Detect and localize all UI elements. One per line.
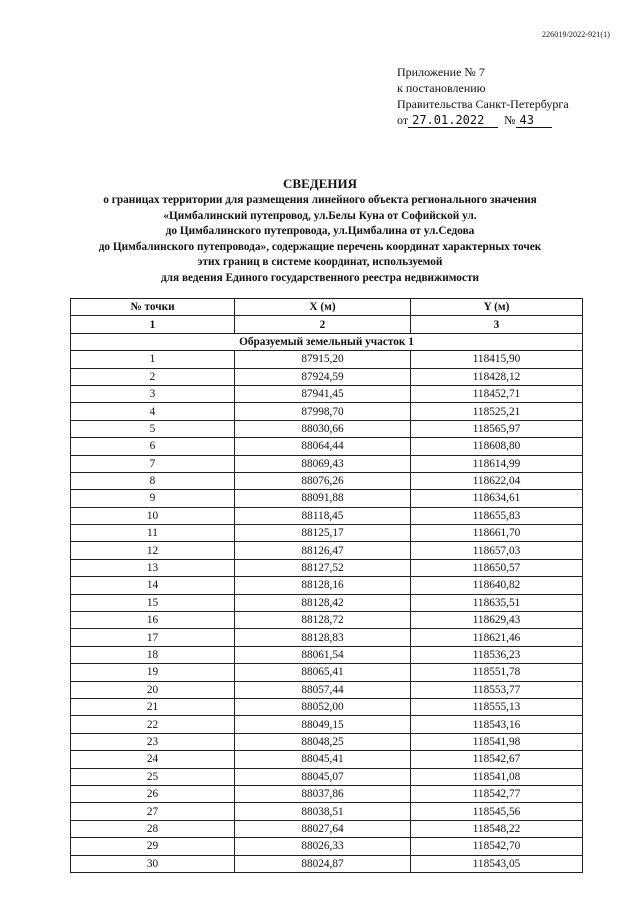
appendix-line-1: Приложение № 7	[397, 65, 485, 79]
heading-line: о границах территории для размещения линейного объекта регионального значения	[103, 194, 537, 206]
point-number-cell: 28	[71, 820, 235, 837]
table-row	[71, 525, 583, 542]
point-number-cell: 26	[71, 785, 235, 802]
x-coordinate-cell: 88128,16	[235, 577, 411, 594]
x-coordinate-cell: 88052,00	[235, 698, 411, 715]
x-coordinate-cell: 88045,07	[235, 768, 411, 785]
appendix-line-3: Правительства Санкт-Петербурга	[397, 97, 569, 111]
x-coordinate-cell: 88049,15	[235, 716, 411, 733]
header-x: X (м)	[235, 299, 411, 316]
x-coordinate-cell: 88076,26	[235, 472, 411, 489]
x-coordinate-cell: 88065,41	[235, 664, 411, 681]
y-coordinate-cell: 118661,70	[411, 525, 583, 542]
date-prefix: от	[397, 113, 409, 127]
y-coordinate-cell: 118621,46	[411, 629, 583, 646]
point-number-cell: 30	[71, 855, 235, 872]
x-coordinate-cell: 88064,44	[235, 438, 411, 455]
table-row	[71, 403, 583, 420]
table-row	[71, 751, 583, 768]
table-row	[71, 507, 583, 524]
y-coordinate-cell: 118650,57	[411, 559, 583, 576]
x-coordinate-cell: 87924,59	[235, 368, 411, 385]
x-coordinate-cell: 87915,20	[235, 351, 411, 368]
header-point-number: № точки	[71, 299, 235, 316]
x-coordinate-cell: 88048,25	[235, 733, 411, 750]
table-row	[71, 472, 583, 489]
y-coordinate-cell: 118428,12	[411, 368, 583, 385]
heading-title: СВЕДЕНИЯ	[283, 176, 357, 191]
point-number-cell: 1	[71, 351, 235, 368]
y-coordinate-cell: 118541,98	[411, 733, 583, 750]
x-coordinate-cell: 88128,83	[235, 629, 411, 646]
point-number-cell: 8	[71, 472, 235, 489]
column-number-row	[71, 316, 583, 333]
x-coordinate-cell: 88091,88	[235, 490, 411, 507]
document-heading	[0, 176, 640, 287]
point-number-cell: 14	[71, 577, 235, 594]
number-prefix: №	[504, 113, 516, 127]
point-number-cell: 13	[71, 559, 235, 576]
appendix-block	[397, 64, 597, 128]
y-coordinate-cell: 118608,80	[411, 438, 583, 455]
point-number-cell: 17	[71, 629, 235, 646]
table-row	[71, 577, 583, 594]
table-row	[71, 438, 583, 455]
point-number-cell: 2	[71, 368, 235, 385]
heading-line: для ведения Единого государственного реестра недвижимости	[160, 271, 480, 284]
table-row	[71, 716, 583, 733]
x-coordinate-cell: 88061,54	[235, 646, 411, 663]
table-row	[71, 490, 583, 507]
section-title: Образуемый земельный участок 1	[71, 333, 583, 350]
y-coordinate-cell: 118525,21	[411, 403, 583, 420]
x-coordinate-cell: 88069,43	[235, 455, 411, 472]
table-row	[71, 420, 583, 437]
y-coordinate-cell: 118629,43	[411, 612, 583, 629]
x-coordinate-cell: 88045,41	[235, 751, 411, 768]
y-coordinate-cell: 118415,90	[411, 351, 583, 368]
y-coordinate-cell: 118548,22	[411, 820, 583, 837]
point-number-cell: 23	[71, 733, 235, 750]
table-row	[71, 664, 583, 681]
x-coordinate-cell: 88126,47	[235, 542, 411, 559]
table-row	[71, 820, 583, 837]
x-coordinate-cell: 88057,44	[235, 681, 411, 698]
x-coordinate-cell: 88037,86	[235, 785, 411, 802]
point-number-cell: 7	[71, 455, 235, 472]
y-coordinate-cell: 118555,13	[411, 698, 583, 715]
y-coordinate-cell: 118622,04	[411, 472, 583, 489]
document-id: 226019/2022-921(1)	[541, 30, 610, 39]
x-coordinate-cell: 88026,33	[235, 838, 411, 855]
y-coordinate-cell: 118640,82	[411, 577, 583, 594]
table-row	[71, 646, 583, 663]
y-coordinate-cell: 118543,05	[411, 855, 583, 872]
y-coordinate-cell: 118542,70	[411, 838, 583, 855]
x-coordinate-cell: 88038,51	[235, 803, 411, 820]
table-row	[71, 681, 583, 698]
x-coordinate-cell: 88027,64	[235, 820, 411, 837]
point-number-cell: 15	[71, 594, 235, 611]
y-coordinate-cell: 118614,99	[411, 455, 583, 472]
x-coordinate-cell: 88128,72	[235, 612, 411, 629]
table-row	[71, 838, 583, 855]
x-coordinate-cell: 88127,52	[235, 559, 411, 576]
y-coordinate-cell: 118551,78	[411, 664, 583, 681]
point-number-cell: 25	[71, 768, 235, 785]
point-number-cell: 9	[71, 490, 235, 507]
y-coordinate-cell: 118553,77	[411, 681, 583, 698]
table-row	[71, 698, 583, 715]
y-coordinate-cell: 118565,97	[411, 420, 583, 437]
x-coordinate-cell: 87998,70	[235, 403, 411, 420]
table-row	[71, 612, 583, 629]
y-coordinate-cell: 118655,83	[411, 507, 583, 524]
y-coordinate-cell: 118657,03	[411, 542, 583, 559]
point-number-cell: 18	[71, 646, 235, 663]
table-row	[71, 351, 583, 368]
table-row	[71, 855, 583, 872]
x-coordinate-cell: 88125,17	[235, 525, 411, 542]
table-row	[71, 629, 583, 646]
column-number: 2	[235, 316, 411, 333]
decree-number: 43	[516, 113, 552, 128]
y-coordinate-cell: 118542,67	[411, 751, 583, 768]
point-number-cell: 16	[71, 612, 235, 629]
header-y: Y (м)	[411, 299, 583, 316]
table-row	[71, 768, 583, 785]
table-row	[71, 594, 583, 611]
table-header-row	[71, 299, 583, 316]
heading-line: до Цимбалинского путепровода», содержащие перечень координат характерных точек	[98, 240, 542, 253]
coordinates-table	[70, 298, 583, 873]
table-row	[71, 455, 583, 472]
point-number-cell: 21	[71, 698, 235, 715]
point-number-cell: 27	[71, 803, 235, 820]
point-number-cell: 29	[71, 838, 235, 855]
x-coordinate-cell: 88118,45	[235, 507, 411, 524]
point-number-cell: 6	[71, 438, 235, 455]
table-row	[71, 733, 583, 750]
table-row	[71, 803, 583, 820]
y-coordinate-cell: 118635,51	[411, 594, 583, 611]
y-coordinate-cell: 118634,61	[411, 490, 583, 507]
table-row	[71, 385, 583, 402]
point-number-cell: 4	[71, 403, 235, 420]
point-number-cell: 12	[71, 542, 235, 559]
table-row	[71, 542, 583, 559]
y-coordinate-cell: 118541,08	[411, 768, 583, 785]
x-coordinate-cell: 88128,42	[235, 594, 411, 611]
point-number-cell: 22	[71, 716, 235, 733]
table-row	[71, 559, 583, 576]
section-row	[71, 333, 583, 350]
heading-line: этих границ в системе координат, используемой	[197, 256, 443, 269]
x-coordinate-cell: 88030,66	[235, 420, 411, 437]
point-number-cell: 24	[71, 751, 235, 768]
column-number: 3	[411, 316, 583, 333]
y-coordinate-cell: 118545,56	[411, 803, 583, 820]
decree-date: 27.01.2022	[408, 113, 498, 128]
column-number: 1	[71, 316, 235, 333]
point-number-cell: 11	[71, 525, 235, 542]
y-coordinate-cell: 118536,23	[411, 646, 583, 663]
appendix-date-line	[397, 112, 597, 128]
point-number-cell: 19	[71, 664, 235, 681]
y-coordinate-cell: 118543,16	[411, 716, 583, 733]
heading-line: «Цимбалинский путепровод, ул.Белы Куна от Софийской ул.	[163, 209, 477, 222]
x-coordinate-cell: 88024,87	[235, 855, 411, 872]
table-row	[71, 368, 583, 385]
x-coordinate-cell: 87941,45	[235, 385, 411, 402]
y-coordinate-cell: 118542,77	[411, 785, 583, 802]
table-row	[71, 785, 583, 802]
point-number-cell: 20	[71, 681, 235, 698]
point-number-cell: 5	[71, 420, 235, 437]
appendix-line-2: к постановлению	[397, 81, 486, 95]
point-number-cell: 3	[71, 385, 235, 402]
heading-line: до Цимбалинского путепровода, ул.Цимбалина от ул.Седова	[165, 225, 475, 238]
point-number-cell: 10	[71, 507, 235, 524]
y-coordinate-cell: 118452,71	[411, 385, 583, 402]
